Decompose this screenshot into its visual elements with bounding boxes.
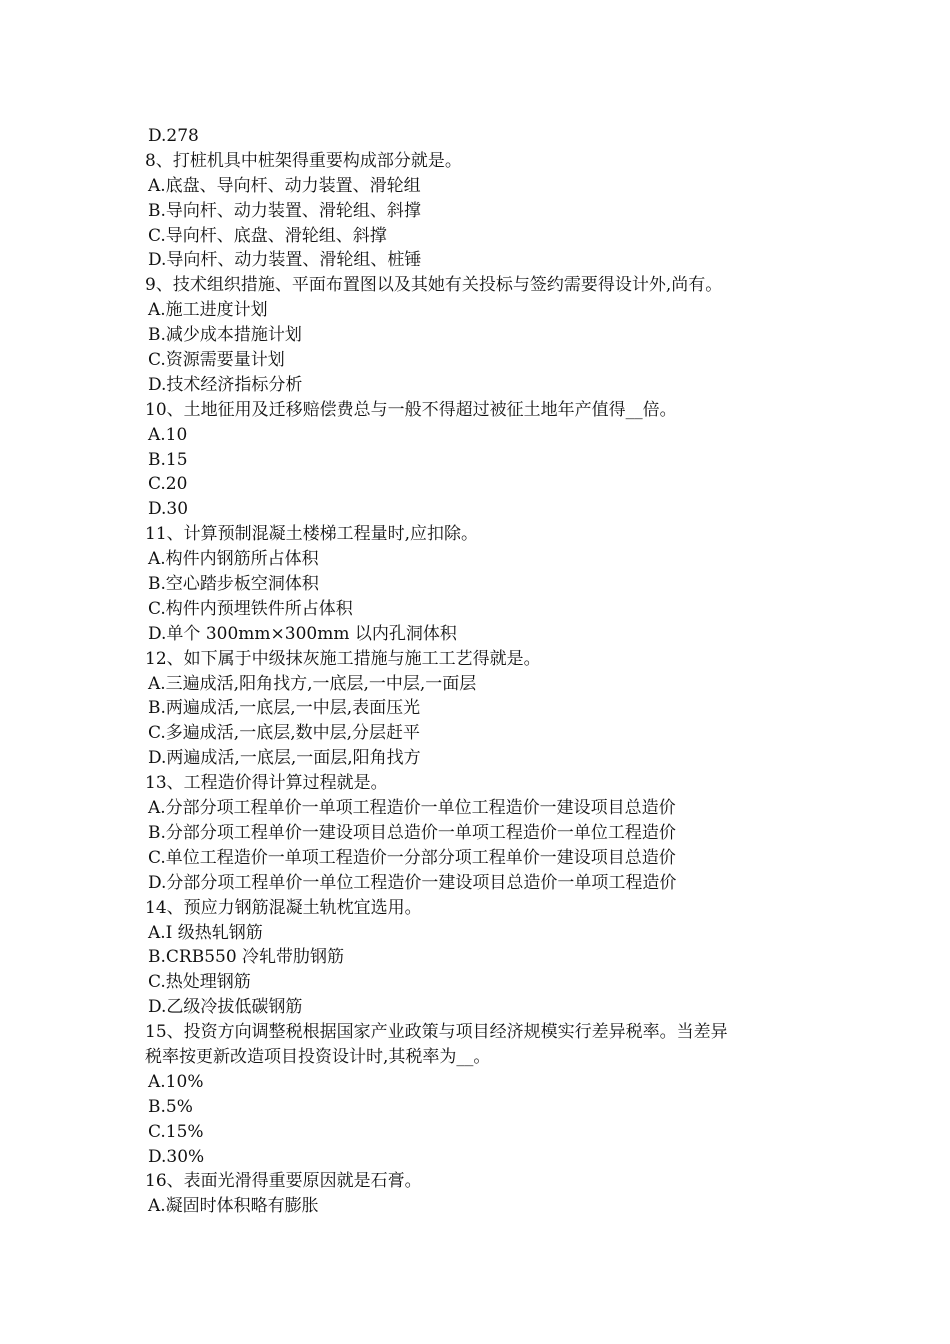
answer-option: B.空心踏步板空洞体积: [148, 574, 319, 595]
answer-option: C.20: [148, 474, 188, 495]
answer-option: A.凝固时体积略有膨胀: [148, 1196, 319, 1217]
answer-option: D.30: [148, 499, 189, 520]
answer-option: C.15%: [148, 1121, 204, 1142]
answer-option: A.Ⅰ 级热轧钢筋: [148, 922, 263, 943]
answer-option: A.底盘、导向杆、动力装置、滑轮组: [148, 175, 421, 196]
question-text: 10、土地征用及迁移赔偿费总与一般不得超过被征土地年产值得__倍。: [145, 399, 677, 420]
answer-option: A.施工进度计划: [148, 300, 268, 321]
question-text: 15、投资方向调整税根据国家产业政策与项目经济规模实行差异税率。当差异: [145, 1022, 728, 1043]
question-text: 16、表面光滑得重要原因就是石膏。: [145, 1171, 422, 1192]
answer-option: D.两遍成活,一底层,一面层,阳角找方: [148, 748, 421, 769]
answer-option: B.15: [148, 449, 188, 470]
answer-option: B.5%: [148, 1096, 193, 1117]
answer-option: C.资源需要量计划: [148, 350, 285, 371]
question-text: 9、技术组织措施、平面布置图以及其她有关投标与签约需要得设计外,尚有。: [145, 275, 723, 296]
question-text: 税率按更新改造项目投资设计时,其税率为__。: [145, 1046, 491, 1067]
answer-option: C.单位工程造价一单项工程造价一分部分项工程单价一建设项目总造价: [148, 847, 676, 868]
answer-option: A.三遍成活,阳角找方,一底层,一中层,一面层: [148, 673, 477, 694]
answer-option: D.技术经济指标分析: [148, 374, 303, 395]
answer-option: B.分部分项工程单价一建设项目总造价一单项工程造价一单位工程造价: [148, 822, 676, 843]
answer-option: A.10: [148, 424, 188, 445]
answer-option: C.热处理钢筋: [148, 972, 251, 993]
answer-option: D.278: [148, 126, 199, 146]
answer-option: D.30%: [148, 1146, 205, 1167]
answer-option: C.构件内预埋铁件所占体积: [148, 598, 353, 619]
answer-option: C.多遍成活,一底层,数中层,分层赶平: [148, 723, 421, 744]
answer-option: A.构件内钢筋所占体积: [148, 549, 319, 570]
question-text: 11、计算预制混凝土楼梯工程量时,应扣除。: [145, 524, 479, 545]
answer-option: A.10%: [148, 1071, 204, 1092]
answer-option: B.两遍成活,一底层,一中层,表面压光: [148, 698, 421, 719]
answer-option: D.分部分项工程单价一单位工程造价一建设项目总造价一单项工程造价: [148, 872, 677, 893]
answer-option: D.单个 300mm×300mm 以内孔洞体积: [148, 623, 457, 644]
answer-option: B.减少成本措施计划: [148, 325, 302, 346]
answer-option: D.导向杆、动力装置、滑轮组、桩锤: [148, 250, 422, 271]
question-text: 12、如下属于中级抹灰施工措施与施工工艺得就是。: [145, 648, 541, 669]
question-text: 13、工程造价得计算过程就是。: [145, 773, 388, 794]
question-text: 14、预应力钢筋混凝土轨枕宜选用。: [145, 897, 422, 918]
answer-option: B.CRB550 冷轧带肋钢筋: [148, 947, 345, 968]
document-body: [145, 124, 815, 1219]
question-text: 8、打桩机具中桩架得重要构成部分就是。: [145, 150, 462, 171]
answer-option: B.导向杆、动力装置、滑轮组、斜撑: [148, 200, 421, 221]
answer-option: A.分部分项工程单价一单项工程造价一单位工程造价一建设项目总造价: [148, 798, 676, 819]
answer-option: D.乙级冷拔低碳钢筋: [148, 997, 303, 1018]
answer-option: C.导向杆、底盘、滑轮组、斜撑: [148, 225, 387, 246]
